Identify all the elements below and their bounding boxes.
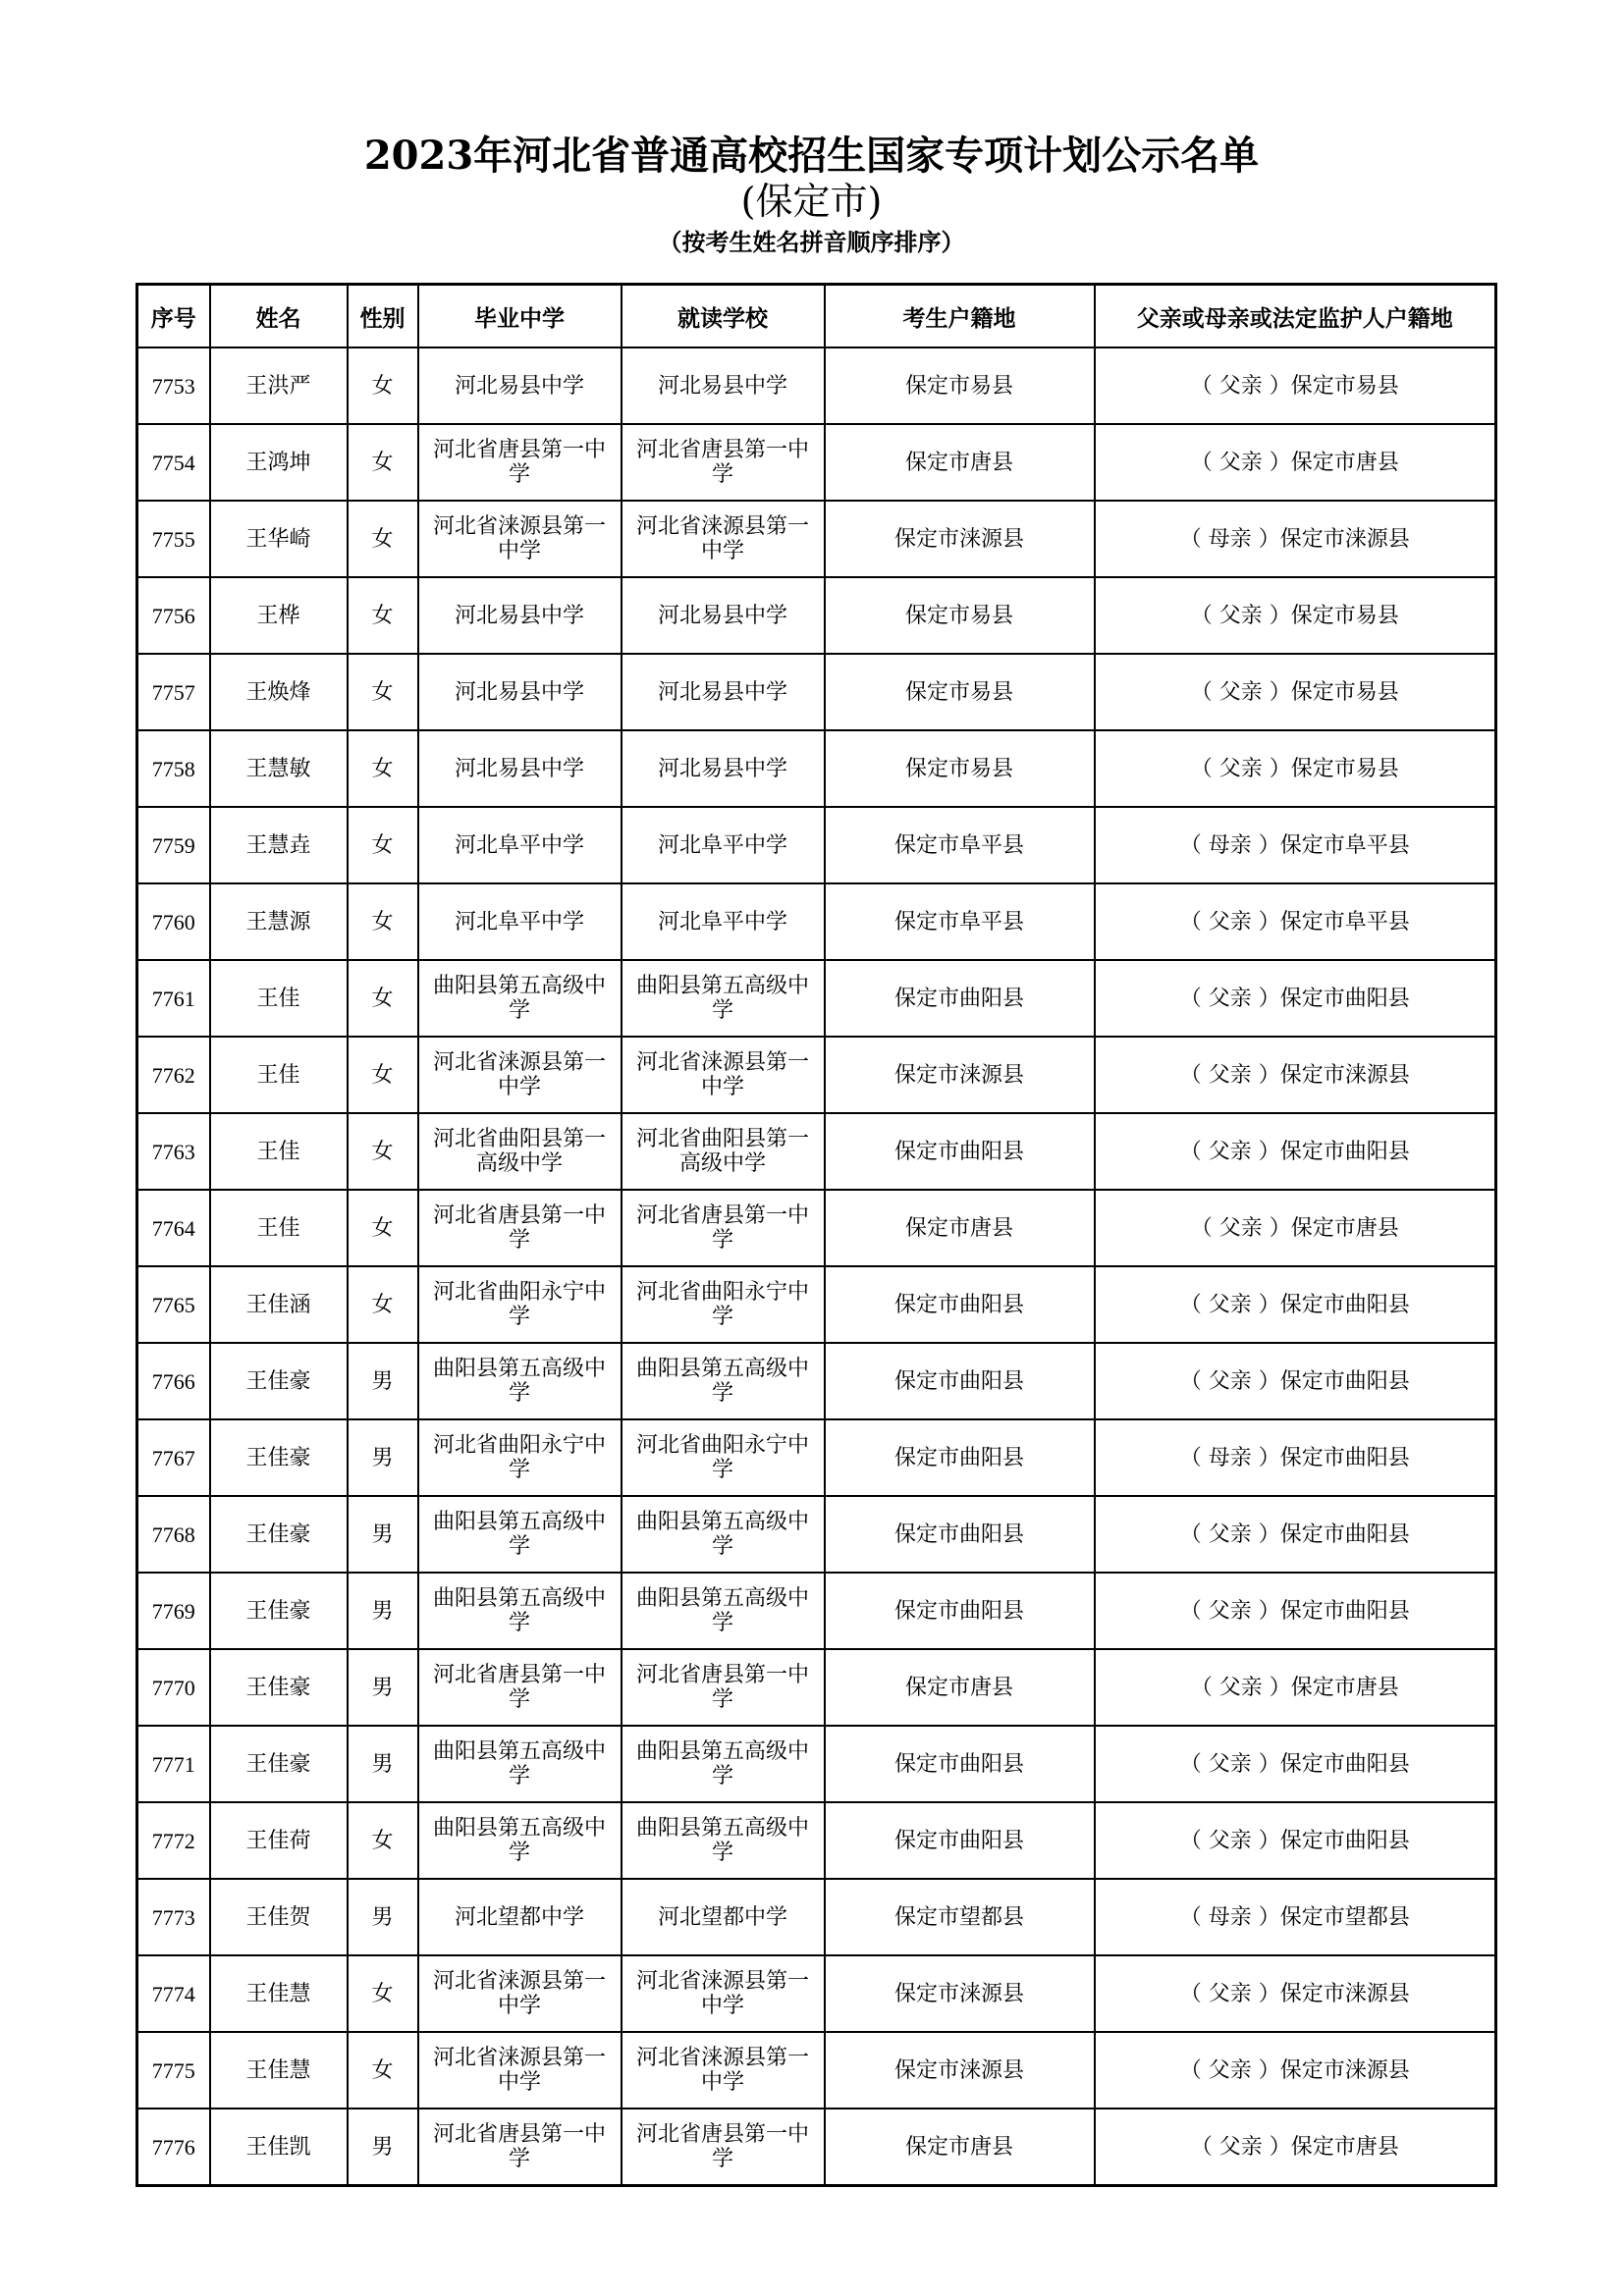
- current-school-cell: 曲阳县第五高级中学: [622, 1802, 825, 1879]
- index-cell: 7753: [137, 347, 210, 424]
- graduation-school-cell: 河北省唐县第一中学: [418, 2109, 622, 2186]
- name-cell: 王佳豪: [210, 1726, 348, 1802]
- guardian-residence-cell: （ 父亲 ）保定市唐县: [1095, 1190, 1496, 1266]
- student-residence-cell: 保定市望都县: [825, 1879, 1095, 1955]
- table-row: [137, 960, 1496, 1037]
- page-subtitle: (保定市): [740, 180, 883, 223]
- col-header-gender: 性别: [348, 285, 418, 348]
- student-residence-cell: 保定市曲阳县: [825, 1726, 1095, 1802]
- table-row: [137, 1802, 1496, 1879]
- current-school-cell: 河北省曲阳永宁中学: [622, 1419, 825, 1496]
- current-school-cell: 河北省曲阳永宁中学: [622, 1266, 825, 1343]
- gender-cell: 女: [348, 730, 418, 807]
- name-cell: 王佳: [210, 960, 348, 1037]
- graduation-school-cell: 河北易县中学: [418, 730, 622, 807]
- table-header-row: [137, 285, 1496, 348]
- graduation-school-cell: 河北省曲阳永宁中学: [418, 1266, 622, 1343]
- page-title: 2023年河北省普通高校招生国家专项计划公示名单: [363, 133, 1260, 179]
- table-row: [137, 1037, 1496, 1113]
- graduation-school-cell: 河北省曲阳县第一高级中学: [418, 1113, 622, 1190]
- student-residence-cell: 保定市唐县: [825, 2109, 1095, 2186]
- gender-cell: 女: [348, 347, 418, 424]
- current-school-cell: 河北省唐县第一中学: [622, 1190, 825, 1266]
- gender-cell: 女: [348, 424, 418, 501]
- table-row: [137, 1419, 1496, 1496]
- table-row: [137, 1649, 1496, 1726]
- name-cell: 王佳豪: [210, 1573, 348, 1649]
- graduation-school-cell: 河北阜平中学: [418, 807, 622, 883]
- table-row: [137, 1496, 1496, 1573]
- guardian-residence-cell: （ 父亲 ）保定市易县: [1095, 730, 1496, 807]
- gender-cell: 男: [348, 1726, 418, 1802]
- guardian-residence-cell: （ 母亲 ）保定市涞源县: [1095, 501, 1496, 577]
- index-cell: 7771: [137, 1726, 210, 1802]
- graduation-school-cell: 河北易县中学: [418, 577, 622, 654]
- table-row: [137, 424, 1496, 501]
- student-residence-cell: 保定市涞源县: [825, 1955, 1095, 2032]
- index-cell: 7773: [137, 1879, 210, 1955]
- current-school-cell: 河北省涞源县第一中学: [622, 501, 825, 577]
- current-school-cell: 河北省曲阳县第一高级中学: [622, 1113, 825, 1190]
- gender-cell: 男: [348, 2109, 418, 2186]
- table-row: [137, 2109, 1496, 2186]
- student-residence-cell: 保定市曲阳县: [825, 1266, 1095, 1343]
- guardian-residence-cell: （ 父亲 ）保定市曲阳县: [1095, 960, 1496, 1037]
- name-cell: 王华崎: [210, 501, 348, 577]
- index-cell: 7766: [137, 1343, 210, 1419]
- gender-cell: 女: [348, 1802, 418, 1879]
- name-cell: 王桦: [210, 577, 348, 654]
- name-cell: 王慧敏: [210, 730, 348, 807]
- index-cell: 7763: [137, 1113, 210, 1190]
- col-header-guardian-residence: 父亲或母亲或法定监护人户籍地: [1095, 285, 1496, 348]
- table-row: [137, 1343, 1496, 1419]
- col-header-graduation-school: 毕业中学: [418, 285, 622, 348]
- student-residence-cell: 保定市涞源县: [825, 1037, 1095, 1113]
- student-residence-cell: 保定市曲阳县: [825, 1573, 1095, 1649]
- name-cell: 王佳: [210, 1113, 348, 1190]
- guardian-residence-cell: （ 父亲 ）保定市涞源县: [1095, 1037, 1496, 1113]
- graduation-school-cell: 曲阳县第五高级中学: [418, 1496, 622, 1573]
- student-residence-cell: 保定市曲阳县: [825, 1343, 1095, 1419]
- guardian-residence-cell: （ 父亲 ）保定市曲阳县: [1095, 1343, 1496, 1419]
- guardian-residence-cell: （ 父亲 ）保定市唐县: [1095, 2109, 1496, 2186]
- table-row: [137, 883, 1496, 960]
- gender-cell: 男: [348, 1496, 418, 1573]
- graduation-school-cell: 河北阜平中学: [418, 883, 622, 960]
- guardian-residence-cell: （ 父亲 ）保定市阜平县: [1095, 883, 1496, 960]
- index-cell: 7774: [137, 1955, 210, 2032]
- gender-cell: 女: [348, 654, 418, 730]
- col-header-name: 姓名: [210, 285, 348, 348]
- index-cell: 7764: [137, 1190, 210, 1266]
- current-school-cell: 河北省唐县第一中学: [622, 1649, 825, 1726]
- graduation-school-cell: 河北省涞源县第一中学: [418, 501, 622, 577]
- index-cell: 7768: [137, 1496, 210, 1573]
- gender-cell: 女: [348, 883, 418, 960]
- col-header-student-residence: 考生户籍地: [825, 285, 1095, 348]
- col-header-index: 序号: [137, 285, 210, 348]
- index-cell: 7775: [137, 2032, 210, 2109]
- table-row: [137, 577, 1496, 654]
- guardian-residence-cell: （ 父亲 ）保定市曲阳县: [1095, 1726, 1496, 1802]
- graduation-school-cell: 曲阳县第五高级中学: [418, 1726, 622, 1802]
- gender-cell: 女: [348, 1113, 418, 1190]
- guardian-residence-cell: （ 母亲 ）保定市阜平县: [1095, 807, 1496, 883]
- gender-cell: 男: [348, 1343, 418, 1419]
- name-cell: 王佳豪: [210, 1496, 348, 1573]
- guardian-residence-cell: （ 父亲 ）保定市易县: [1095, 654, 1496, 730]
- gender-cell: 男: [348, 1649, 418, 1726]
- guardian-residence-cell: （ 父亲 ）保定市唐县: [1095, 1649, 1496, 1726]
- name-cell: 王鸿坤: [210, 424, 348, 501]
- guardian-residence-cell: （ 父亲 ）保定市涞源县: [1095, 2032, 1496, 2109]
- current-school-cell: 河北易县中学: [622, 654, 825, 730]
- student-residence-cell: 保定市曲阳县: [825, 1802, 1095, 1879]
- guardian-residence-cell: （ 父亲 ）保定市曲阳县: [1095, 1802, 1496, 1879]
- current-school-cell: 曲阳县第五高级中学: [622, 1496, 825, 1573]
- name-cell: 王佳涵: [210, 1266, 348, 1343]
- graduation-school-cell: 河北望都中学: [418, 1879, 622, 1955]
- index-cell: 7769: [137, 1573, 210, 1649]
- table-row: [137, 1879, 1496, 1955]
- table-row: [137, 730, 1496, 807]
- current-school-cell: 河北易县中学: [622, 730, 825, 807]
- name-cell: 王佳慧: [210, 2032, 348, 2109]
- graduation-school-cell: 曲阳县第五高级中学: [418, 1802, 622, 1879]
- student-residence-cell: 保定市曲阳县: [825, 1496, 1095, 1573]
- sort-note: （按考生姓名拼音顺序排序）: [658, 228, 965, 256]
- student-residence-cell: 保定市易县: [825, 347, 1095, 424]
- name-cell: 王佳: [210, 1037, 348, 1113]
- index-cell: 7759: [137, 807, 210, 883]
- gender-cell: 女: [348, 807, 418, 883]
- guardian-residence-cell: （ 父亲 ）保定市曲阳县: [1095, 1496, 1496, 1573]
- name-cell: 王佳凯: [210, 2109, 348, 2186]
- current-school-cell: 河北省涞源县第一中学: [622, 2032, 825, 2109]
- guardian-residence-cell: （ 父亲 ）保定市曲阳县: [1095, 1573, 1496, 1649]
- guardian-residence-cell: （ 父亲 ）保定市曲阳县: [1095, 1113, 1496, 1190]
- index-cell: 7758: [137, 730, 210, 807]
- gender-cell: 女: [348, 2032, 418, 2109]
- current-school-cell: 河北阜平中学: [622, 807, 825, 883]
- gender-cell: 女: [348, 1266, 418, 1343]
- student-residence-cell: 保定市涞源县: [825, 501, 1095, 577]
- student-residence-cell: 保定市阜平县: [825, 807, 1095, 883]
- gender-cell: 女: [348, 1037, 418, 1113]
- student-residence-cell: 保定市曲阳县: [825, 960, 1095, 1037]
- graduation-school-cell: 曲阳县第五高级中学: [418, 1343, 622, 1419]
- table-row: [137, 1113, 1496, 1190]
- name-cell: 王焕烽: [210, 654, 348, 730]
- name-cell: 王佳豪: [210, 1649, 348, 1726]
- gender-cell: 女: [348, 1955, 418, 2032]
- current-school-cell: 曲阳县第五高级中学: [622, 1573, 825, 1649]
- graduation-school-cell: 河北省涞源县第一中学: [418, 1955, 622, 2032]
- index-cell: 7776: [137, 2109, 210, 2186]
- graduation-school-cell: 河北省唐县第一中学: [418, 1649, 622, 1726]
- table-row: [137, 501, 1496, 577]
- guardian-residence-cell: （ 父亲 ）保定市唐县: [1095, 424, 1496, 501]
- name-cell: 王佳慧: [210, 1955, 348, 2032]
- current-school-cell: 河北阜平中学: [622, 883, 825, 960]
- table-row: [137, 347, 1496, 424]
- index-cell: 7754: [137, 424, 210, 501]
- student-residence-cell: 保定市易县: [825, 654, 1095, 730]
- table-body: [137, 347, 1496, 2186]
- index-cell: 7762: [137, 1037, 210, 1113]
- student-residence-cell: 保定市唐县: [825, 1649, 1095, 1726]
- current-school-cell: 曲阳县第五高级中学: [622, 960, 825, 1037]
- current-school-cell: 河北省涞源县第一中学: [622, 1955, 825, 2032]
- guardian-residence-cell: （ 父亲 ）保定市易县: [1095, 577, 1496, 654]
- graduation-school-cell: 曲阳县第五高级中学: [418, 1573, 622, 1649]
- table-row: [137, 1726, 1496, 1802]
- index-cell: 7757: [137, 654, 210, 730]
- current-school-cell: 河北望都中学: [622, 1879, 825, 1955]
- graduation-school-cell: 河北省涞源县第一中学: [418, 2032, 622, 2109]
- student-residence-cell: 保定市易县: [825, 577, 1095, 654]
- table-row: [137, 1266, 1496, 1343]
- student-residence-cell: 保定市曲阳县: [825, 1113, 1095, 1190]
- name-cell: 王慧源: [210, 883, 348, 960]
- name-cell: 王佳豪: [210, 1419, 348, 1496]
- name-cell: 王佳荷: [210, 1802, 348, 1879]
- student-residence-cell: 保定市易县: [825, 730, 1095, 807]
- current-school-cell: 河北省唐县第一中学: [622, 424, 825, 501]
- guardian-residence-cell: （ 父亲 ）保定市易县: [1095, 347, 1496, 424]
- guardian-residence-cell: （ 父亲 ）保定市曲阳县: [1095, 1266, 1496, 1343]
- index-cell: 7770: [137, 1649, 210, 1726]
- index-cell: 7767: [137, 1419, 210, 1496]
- guardian-residence-cell: （ 母亲 ）保定市曲阳县: [1095, 1419, 1496, 1496]
- index-cell: 7755: [137, 501, 210, 577]
- index-cell: 7772: [137, 1802, 210, 1879]
- student-residence-cell: 保定市唐县: [825, 424, 1095, 501]
- name-cell: 王佳豪: [210, 1343, 348, 1419]
- index-cell: 7760: [137, 883, 210, 960]
- gender-cell: 女: [348, 501, 418, 577]
- table-row: [137, 1573, 1496, 1649]
- guardian-residence-cell: （ 父亲 ）保定市涞源县: [1095, 1955, 1496, 2032]
- graduation-school-cell: 河北易县中学: [418, 654, 622, 730]
- student-residence-cell: 保定市阜平县: [825, 883, 1095, 960]
- current-school-cell: 河北省涞源县第一中学: [622, 1037, 825, 1113]
- table-row: [137, 1190, 1496, 1266]
- gender-cell: 女: [348, 960, 418, 1037]
- table-row: [137, 807, 1496, 883]
- graduation-school-cell: 河北易县中学: [418, 347, 622, 424]
- name-cell: 王慧垚: [210, 807, 348, 883]
- graduation-school-cell: 河北省曲阳永宁中学: [418, 1419, 622, 1496]
- student-residence-cell: 保定市涞源县: [825, 2032, 1095, 2109]
- name-cell: 王佳贺: [210, 1879, 348, 1955]
- gender-cell: 女: [348, 1190, 418, 1266]
- current-school-cell: 曲阳县第五高级中学: [622, 1726, 825, 1802]
- gender-cell: 男: [348, 1879, 418, 1955]
- student-residence-cell: 保定市唐县: [825, 1190, 1095, 1266]
- gender-cell: 男: [348, 1573, 418, 1649]
- name-cell: 王洪严: [210, 347, 348, 424]
- table-row: [137, 654, 1496, 730]
- graduation-school-cell: 河北省唐县第一中学: [418, 1190, 622, 1266]
- table-row: [137, 2032, 1496, 2109]
- gender-cell: 女: [348, 577, 418, 654]
- roster-table: [135, 283, 1497, 2187]
- graduation-school-cell: 曲阳县第五高级中学: [418, 960, 622, 1037]
- current-school-cell: 河北易县中学: [622, 347, 825, 424]
- current-school-cell: 河北省唐县第一中学: [622, 2109, 825, 2186]
- current-school-cell: 曲阳县第五高级中学: [622, 1343, 825, 1419]
- guardian-residence-cell: （ 母亲 ）保定市望都县: [1095, 1879, 1496, 1955]
- student-residence-cell: 保定市曲阳县: [825, 1419, 1095, 1496]
- gender-cell: 男: [348, 1419, 418, 1496]
- graduation-school-cell: 河北省唐县第一中学: [418, 424, 622, 501]
- col-header-current-school: 就读学校: [622, 285, 825, 348]
- current-school-cell: 河北易县中学: [622, 577, 825, 654]
- table-row: [137, 1955, 1496, 2032]
- index-cell: 7765: [137, 1266, 210, 1343]
- index-cell: 7761: [137, 960, 210, 1037]
- index-cell: 7756: [137, 577, 210, 654]
- name-cell: 王佳: [210, 1190, 348, 1266]
- graduation-school-cell: 河北省涞源县第一中学: [418, 1037, 622, 1113]
